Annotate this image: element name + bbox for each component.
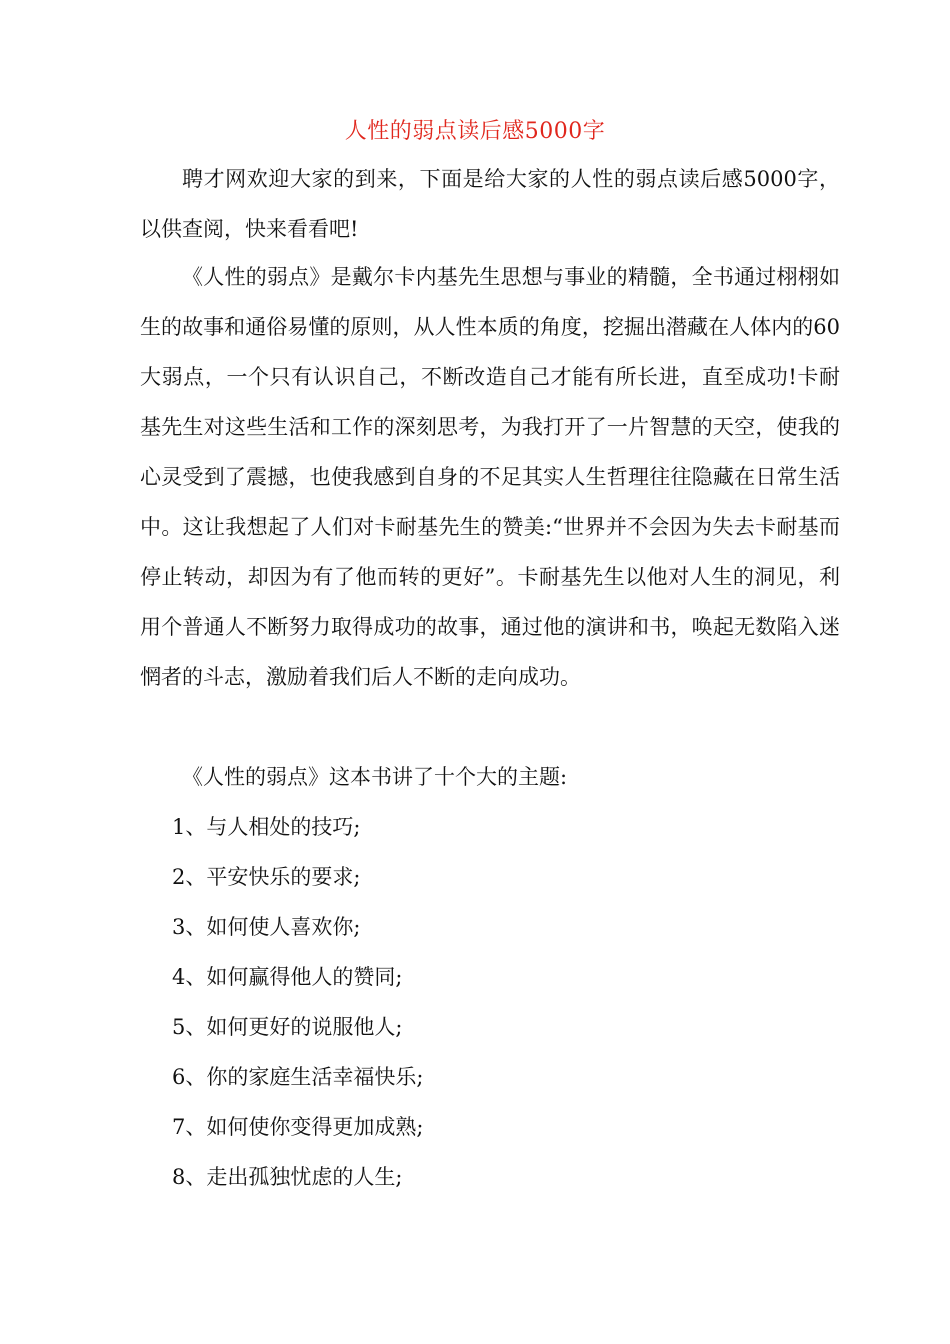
- list-item: 4、如何赢得他人的赞同;: [172, 965, 403, 989]
- topics-list: [172, 802, 423, 1202]
- list-item: 2、平安快乐的要求;: [172, 865, 361, 889]
- list-item: 7、如何使你变得更加成熟;: [172, 1115, 424, 1139]
- list-item: 8、走出孤独忧虑的人生;: [172, 1165, 403, 1189]
- intro-paragraph: 聘才网欢迎大家的到来，下面是给大家的人性的弱点读后感5000字，以供查阅，快来看看吧!: [140, 167, 840, 241]
- body-paragraph: 《人性的弱点》是戴尔卡内基先生思想与事业的精髓，全书通过栩栩如生的故事和通俗易懂的原则，从人性本质的角度，挖掘出潜藏在人体内的60大弱点，一个只有认识自己，不断改造自己才能有所长进，直至成功!卡耐基先生对这些生活和工作的深刻思考，为我打开了一片智慧的天空，使我的心灵受到了震撼，也使我感到自身的不足其实人生哲理往往隐藏在日常生活中。这让我想起了人们对卡耐基先生的赞美:“世界并不会因为失去卡耐基而停止转动，却因为有了他而转的更好”。卡耐基先生以他对人生的洞见，利用个普通人不断努力取得成功的故事，通过他的演讲和书，唤起无数陷入迷惘者的斗志，激励着我们后人不断的走向成功。: [140, 265, 840, 689]
- document-title: 人性的弱点读后感5000字: [344, 119, 606, 144]
- list-item: 1、与人相处的技巧;: [172, 815, 361, 839]
- list-item: 5、如何更好的说服他人;: [172, 1015, 403, 1039]
- list-item: 3、如何使人喜欢你;: [172, 915, 361, 939]
- list-item: 6、你的家庭生活幸福快乐;: [172, 1065, 424, 1089]
- topics-intro: 《人性的弱点》这本书讲了十个大的主题:: [182, 765, 568, 789]
